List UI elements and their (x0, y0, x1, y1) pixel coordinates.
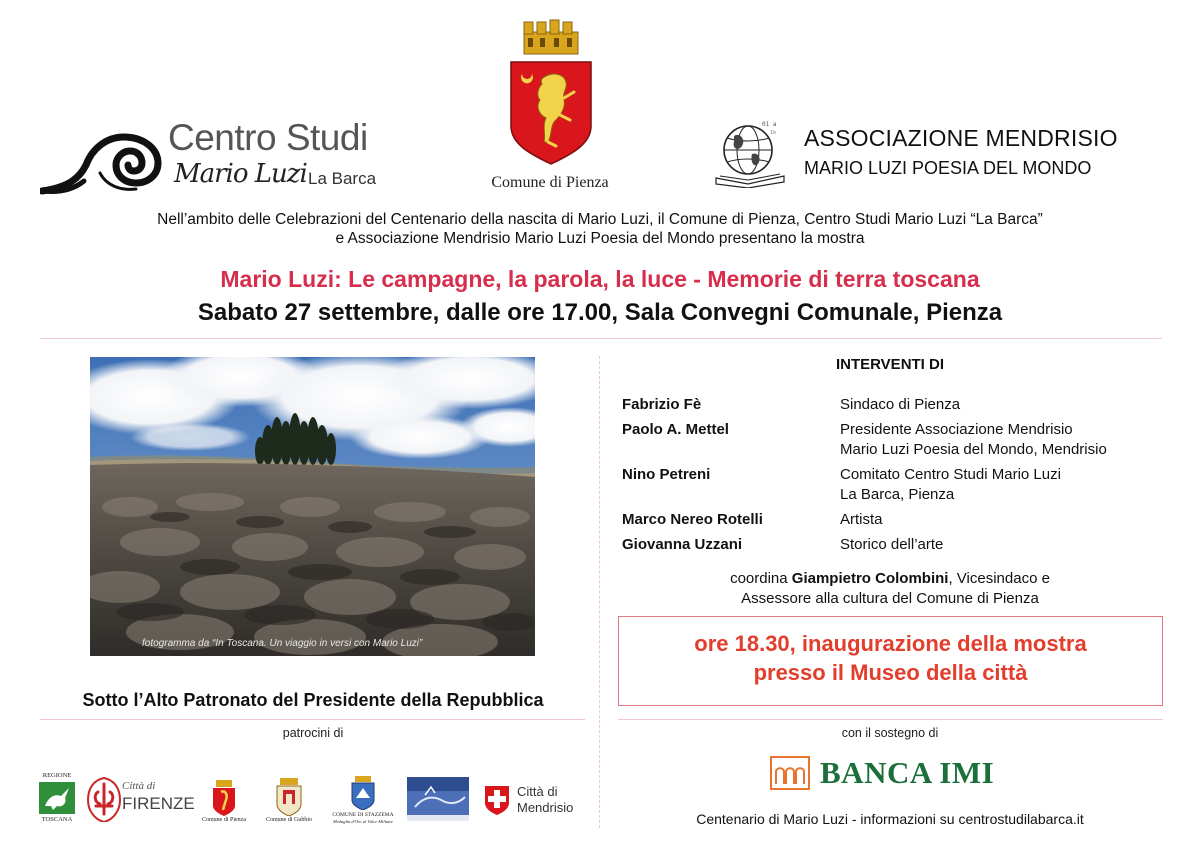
speaker-name: Giovanna Uzzani (622, 536, 743, 553)
mendrisio-shield-icon (484, 785, 510, 815)
speaker-role-line: Presidente Associazione Mendrisio (840, 421, 1073, 438)
associazione-line2: MARIO LUZI POESIA DEL MONDO (804, 158, 1092, 178)
inauguration-line-2: presso il Museo della città (753, 660, 1028, 685)
stazzema-caption-2: Medaglia d'Oro al Valor Militare (333, 819, 393, 824)
globe-book-icon (712, 118, 788, 188)
inauguration-line-1: ore 18.30, inaugurazione della mostra (694, 631, 1087, 656)
speaker-role-line: Artista (840, 511, 883, 528)
comune-pienza-small-logo (198, 778, 250, 824)
speaker-role-line: Storico dell’arte (840, 536, 944, 553)
comune-pienza-small-caption: Comune di Pienza (202, 817, 246, 823)
speaker-role (840, 395, 960, 415)
svg-text:1b: 1b (770, 130, 777, 136)
mario-luzi-signature: Mario Luzi (174, 159, 307, 189)
inauguration-text (618, 629, 1163, 687)
speaker-role-line: La Barca, Pienza (840, 486, 955, 503)
comune-stazzema-logo (332, 776, 394, 826)
vertical-divider (599, 356, 600, 828)
stazzema-crest-icon (350, 776, 376, 810)
speaker-role (840, 465, 1061, 505)
giglio-icon (86, 776, 122, 822)
speaker-role (840, 535, 943, 555)
footer-info: Centenario di Mario Luzi - informazioni su centrostudilabarca.it (696, 811, 1084, 827)
photo-caption: fotogramma da “In Toscana. Un viaggio in versi con Mario Luzi” (142, 638, 423, 649)
centro-studi-logo (40, 115, 400, 195)
mendrisio-label: Mendrisio (517, 800, 574, 815)
comune-di-pienza-logo (470, 18, 630, 193)
speaker-role (840, 420, 1107, 460)
toscana-label: TOSCANA (41, 816, 73, 823)
exhibition-title: Mario Luzi: Le campagne, la parola, la luce - Memorie di terra toscana (220, 266, 980, 292)
firenze-citta-di: Città di (122, 780, 156, 792)
comune-gubbio-caption: Comune di Gubbio (266, 817, 312, 823)
patrocini-label: patrocini di (282, 726, 344, 740)
blue-poster-icon (407, 777, 469, 821)
banca-imi-label: BANCA IMI (820, 755, 995, 790)
divider-left (40, 719, 585, 720)
associazione-mendrisio-logo (712, 118, 1172, 190)
banca-imi-logo (770, 754, 1010, 794)
comune-di-pienza-caption: Comune di Pienza (491, 174, 609, 191)
regione-label: REGIONE (42, 772, 72, 779)
speaker-role-line: Mario Luzi Poesia del Mondo, Mendrisio (840, 441, 1107, 458)
pienza-crest-icon (508, 18, 594, 168)
comune-gubbio-logo (258, 776, 320, 824)
coordina-suffix: , Vicesindaco e (948, 570, 1050, 587)
landscape-image (90, 357, 535, 656)
event-date-place: Sabato 27 settembre, dalle ore 17.00, Sala Convegni Comunale, Pienza (197, 299, 1003, 326)
speaker-name: Fabrizio Fè (622, 396, 702, 413)
firenze-label: FIRENZE (122, 794, 195, 813)
speaker-name: Paolo A. Mettel (622, 421, 729, 438)
speaker-role (840, 510, 883, 530)
banca-imi-arches-icon (770, 756, 810, 790)
la-barca-label: La Barca (308, 169, 377, 188)
speaker-role-line: Comitato Centro Studi Mario Luzi (840, 466, 1061, 483)
centro-studi-title: Centro Studi (168, 117, 368, 158)
speaker-role-line: Sindaco di Pienza (840, 396, 961, 413)
sostegno-label: con il sostegno di (841, 726, 939, 740)
regione-toscana-logo (36, 772, 78, 824)
coordinator-line-2: Assessore alla cultura del Comune di Pienza (741, 590, 1039, 607)
citta-di-mendrisio-logo (484, 781, 584, 819)
pegasus-icon (39, 782, 75, 814)
divider-right (618, 719, 1163, 720)
intro-line-2: e Associazione Mendrisio Mario Luzi Poesia del Mondo presentano la mostra (335, 230, 865, 247)
coordinator-name: Giampietro Colombini (791, 570, 949, 587)
interventi-title: INTERVENTI DI (835, 356, 945, 373)
associazione-small-logo (407, 777, 469, 821)
landscape-photo (90, 357, 535, 656)
pienza-crest-small-icon (211, 778, 237, 816)
intro-text (0, 210, 1200, 248)
svg-text:01 a: 01 a (762, 121, 777, 128)
gubbio-crest-icon (274, 776, 304, 816)
speaker-name: Marco Nereo Rotelli (622, 511, 763, 528)
stazzema-caption-1: COMUNE DI STAZZEMA (332, 812, 394, 818)
mendrisio-citta-di: Città di (517, 784, 558, 799)
citta-di-firenze-logo (86, 776, 195, 824)
divider-top (40, 338, 1162, 339)
associazione-line1: ASSOCIAZIONE MENDRISIO (804, 125, 1118, 151)
coordinator-line-1 (620, 569, 1160, 589)
coordinator-text (620, 569, 1160, 609)
speaker-name: Nino Petreni (622, 466, 711, 483)
intro-line-1: Nell’ambito delle Celebrazioni del Centenario della nascita di Mario Luzi, il Comune di Pienza, Centro Studi Mario Luzi “La Barca” (157, 211, 1043, 228)
coordina-prefix: coordina (730, 570, 792, 587)
wave-icon (40, 125, 180, 195)
patronato-text: Sotto l’Alto Patronato del Presidente della Repubblica (82, 690, 544, 710)
